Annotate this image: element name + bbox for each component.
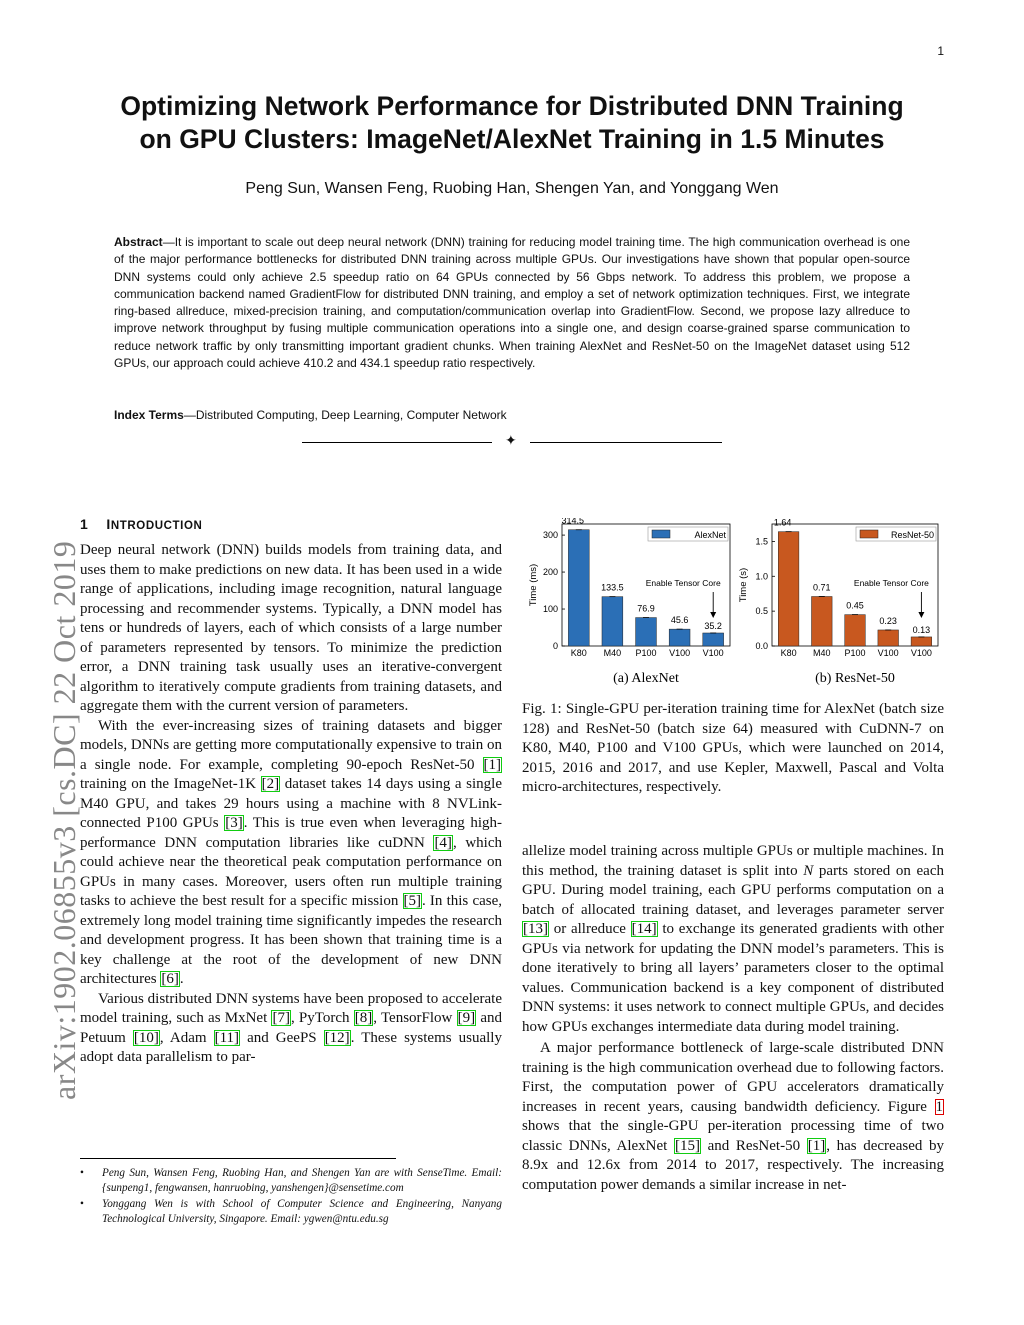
citation-link[interactable]: [2] (261, 776, 280, 792)
paper-title (60, 90, 964, 156)
citation-link[interactable]: [9] (457, 1010, 476, 1026)
alexnet-x-tick-label: V100 (702, 648, 724, 658)
section-heading (80, 516, 202, 532)
resnet-bar (778, 532, 799, 646)
resnet-bar (845, 615, 866, 646)
resnet-arrowhead-icon (918, 612, 924, 618)
citation-link[interactable]: [15] (674, 1137, 700, 1154)
text: parts stored on each GPU. During model training, each GPU performs computation on a batch of allocated training dataset, and leverages parameter server (522, 862, 944, 918)
divider-rule-right (530, 442, 722, 443)
resnet-value-label: 1.64 (773, 518, 792, 528)
resnet-bar (878, 630, 899, 646)
title-line-2: on GPU Clusters: ImageNet/AlexNet Training in 1.5 Minutes (139, 124, 885, 154)
alexnet-y-tick-label: 200 (542, 567, 558, 578)
resnet-y-tick-label: 1.5 (755, 536, 768, 547)
text: A major performance bottleneck of large-scale distributed DNN training is the high communication overhead due to following factors. First, the computation power of GPU accelerators dramatically increases in recent years, causing bandwidth deficiency. Figure (522, 1040, 944, 1115)
text: , which could achieve near the theoretical peak computation performance on GPUs in many cases. Moreover, users often run multiple training tasks to achieve the best result for a specific mission (80, 834, 502, 909)
index-terms-text: —Distributed Computing, Deep Learning, Computer Network (183, 408, 507, 422)
intro-paragraph-1: Deep neural network (DNN) builds models from training data, and uses them to make predictions on new data. It has been used in a wide range of applications, including image recognition, natural language processing and recommender systems. Typically, a DNN model has tens or hundreds of layers, each of which consists of a large number of parameters represented by tensors. To minimize the prediction error, a DNN training task usually uses an iterative-convergent algorithm to iteratively compute gradients from training datasets, and aggregate them with the current version of parameters. (80, 542, 502, 714)
citation-link[interactable]: [10] (133, 1029, 159, 1046)
resnet-value-label: 0.71 (813, 582, 831, 593)
alexnet-annotation: Enable Tensor Core (645, 578, 721, 588)
citation-link[interactable]: [7] (272, 1010, 290, 1026)
abstract-label: Abstract (114, 235, 163, 249)
resnet-value-label: 0.45 (846, 600, 864, 611)
resnet-x-tick-label: M40 (813, 648, 831, 658)
citation-link[interactable]: [6] (161, 971, 179, 987)
bullet-icon: • (80, 1198, 84, 1210)
alexnet-x-tick-label: V100 (669, 648, 691, 658)
divider-diamond-icon: ✦ (505, 434, 517, 449)
arxiv-stamp: arXiv:1902.06855v3 [cs.DC] 22 Oct 2019 (46, 540, 82, 1100)
text: . These systems usually adopt data parallelism to par- (80, 1029, 502, 1065)
alexnet-value-label: 133.5 (601, 582, 624, 593)
alexnet-value-label: 45.6 (670, 615, 689, 626)
citation-link[interactable]: [14] (631, 921, 657, 937)
text: or allreduce (549, 921, 631, 937)
alexnet-bar (669, 629, 690, 646)
right-paragraph-2 (522, 1039, 944, 1195)
text: , has decreased by 8.9x and 12.6x from 2014 to 2017, respectively. The increasing computation power demands a similar increase in net- (522, 1137, 945, 1193)
index-terms (114, 408, 910, 422)
section-title-initial: I (106, 516, 111, 532)
citation-link[interactable]: [3] (225, 815, 243, 831)
authors: Peng Sun, Wansen Feng, Ruobing Han, Shengen Yan, and Yonggang Wen (245, 180, 779, 197)
resnet-legend-label: ResNet-50 (890, 530, 934, 540)
footnote-text: Yonggang Wen is with School of Computer Science and Engineering, Nanyang Technological University, Singapore. Email: ygwen@ntu.edu.sg (102, 1198, 502, 1225)
citation-link[interactable]: [5] (403, 893, 421, 909)
citation-link[interactable]: [4] (434, 834, 452, 851)
intro-paragraph-2 (80, 717, 502, 990)
text: and Petuum (80, 1010, 502, 1046)
text: Various distributed DNN systems have been proposed to accelerate model training, such as MxNet (80, 990, 502, 1026)
alexnet-bar (602, 597, 623, 646)
text: allelize model training across multiple GPUs or multiple machines. In this method, the training dataset is split into (522, 843, 944, 879)
text: , PyTorch (290, 1010, 354, 1026)
abstract (114, 234, 910, 372)
index-terms-label: Index Terms (114, 408, 184, 422)
divider-rule-left (302, 442, 492, 443)
text: . In this case, extremely long model training time significantly impedes the research and development progress. It has been shown that training time is a key challenge at the root of the development of new DNN architectures (80, 893, 503, 987)
resnet-annotation: Enable Tensor Core (853, 578, 929, 588)
footnote-rule (80, 1158, 396, 1159)
alexnet-bar (703, 633, 724, 646)
citation-link[interactable]: [8] (354, 1010, 373, 1026)
alexnet-value-label: 314.5 (561, 518, 585, 526)
figure-1-charts (522, 518, 944, 694)
math-n: N (803, 862, 814, 879)
footnote-2 (80, 1197, 502, 1226)
text: and ResNet-50 (700, 1137, 807, 1154)
resnet-legend-swatch (860, 530, 878, 538)
alexnet-bar (568, 530, 589, 646)
alexnet-legend-label: AlexNet (694, 530, 726, 540)
resnet-value-label: 0.23 (879, 615, 897, 626)
text: and GeePS (240, 1029, 324, 1046)
footnotes (80, 1166, 502, 1228)
text: With the ever-increasing sizes of training datasets and bigger models, DNNs are getting more computationally expensive to train on a single node. For example, completing 90-epoch ResNet-50 (80, 717, 502, 773)
alexnet-x-tick-label: P100 (635, 648, 657, 658)
resnet-x-tick-label: V100 (910, 648, 932, 658)
intro-paragraph-3 (80, 990, 502, 1068)
alexnet-y-tick-label: 100 (542, 604, 558, 615)
resnet-bar (812, 597, 833, 646)
text: to exchange its generated gradients with other GPUs via network for updating the DNN model’s parameters. This is done iteratively to bring all layers’ parameters closer to the optimal values. Communication backend is a key component of distributed DNN systems: it uses network to connect multiple GPUs, and decides how GPUs exchanges intermediate data during model training. (522, 921, 944, 1035)
section-title-rest: NTRODUCTION (110, 520, 203, 532)
alexnet-legend-swatch (652, 530, 670, 538)
text: dataset takes 14 days using a single M40 GPU, and takes 29 hours using a machine with 8 NVLink-connected P100 GPUs (80, 776, 502, 831)
left-column (80, 541, 502, 1068)
text: , Adam (159, 1029, 214, 1046)
resnet-bar (911, 637, 932, 646)
alexnet-x-tick-label: K80 (570, 648, 587, 658)
resnet-x-tick-label: V100 (877, 648, 899, 658)
text: training on the ImageNet-1K (80, 776, 261, 792)
footnote-1 (80, 1166, 502, 1195)
bullet-icon: • (80, 1167, 84, 1179)
citation-link[interactable]: [1] (483, 756, 501, 773)
alexnet-y-tick-label: 0 (552, 641, 558, 651)
resnet-y-tick-label: 1.0 (755, 571, 768, 582)
alexnet-subcaption: (a) AlexNet (613, 671, 679, 686)
alexnet-y-tick-label: 300 (542, 530, 558, 541)
citation-link[interactable]: [1] (807, 1137, 826, 1154)
right-paragraph-1 (522, 842, 944, 1037)
footnote-text: Peng Sun, Wansen Feng, Ruobing Han, and Shengen Yan are with SenseTime. Email: {sunpeng1, fengwansen, hanruobing, yanshengen}@sensetime.com (102, 1167, 502, 1194)
resnet-y-axis-label: Time (s) (738, 567, 749, 603)
citation-link[interactable]: [13] (523, 921, 548, 937)
resnet-value-label: 0.13 (912, 624, 931, 635)
alexnet-arrowhead-icon (710, 612, 716, 618)
resnet-y-tick-label: 0.5 (755, 606, 768, 617)
figure-caption: Fig. 1: Single-GPU per-iteration training time for AlexNet (batch size 128) and ResNet-50 (batch size 64) measured with CuDNN-7 on K80, M40, P100 and V100 GPUs, which were launched on 2014, 2015, 2016 and 2017, and use Kepler, Maxwell, Pascal and Volta micro-architectures, respectively. (522, 701, 944, 795)
alexnet-value-label: 35.2 (704, 620, 722, 631)
figure-reference-link[interactable]: 1 (935, 1098, 943, 1115)
abstract-text: —It is important to scale out deep neural network (DNN) training for reducing model training time. The high communication overhead is one of the major performance bottlenecks for distributed DNN training across multiple GPUs. Our investigations have shown that popular open-source DNN systems could only achieve 2.5 speedup ratio on 64 GPUs connected by 56 Gbps network. To address this problem, we propose a communication backend named GradientFlow for distributed DNN training, and employ a set of network optimization techniques. First, we integrate ring-based allreduce, mixed-precision training, and computation/communication overlap into GradientFlow. Second, we propose lazy allreduce to improve network throughput by fusing multiple communication operations into a single one, and design coarse-grained sparse communication to reduce network traffic by only transmitting important gradient chunks. When training AlexNet and ResNet-50 on the ImageNet dataset using 512 GPUs, our approach could achieve 410.2 and 434.1 speedup ratio respectively. (114, 235, 910, 371)
citation-link[interactable]: [12] (324, 1029, 350, 1046)
resnet-y-tick-label: 0.0 (755, 641, 768, 651)
alexnet-bar (636, 618, 657, 646)
resnet-x-tick-label: K80 (780, 648, 797, 658)
text: . This is true even when leveraging high-performance DNN computation libraries like cuDNN (80, 815, 502, 851)
text: , TensorFlow (373, 1010, 457, 1026)
alexnet-value-label: 76.9 (637, 603, 655, 614)
figure-1 (522, 518, 944, 694)
alexnet-x-tick-label: M40 (603, 648, 622, 658)
citation-link[interactable]: [11] (214, 1029, 240, 1046)
text: . (179, 971, 184, 987)
resnet-x-tick-label: P100 (844, 648, 866, 658)
text: shows that the single-GPU per-iteration processing time of two classic DNNs, AlexNet (522, 1118, 944, 1154)
alexnet-y-axis-label: Time (ms) (528, 563, 539, 607)
page-number: 1 (937, 44, 944, 58)
title-line-1: Optimizing Network Performance for Distributed DNN Training (120, 91, 904, 121)
section-number: 1 (80, 516, 89, 532)
right-column (522, 842, 944, 1195)
resnet-subcaption: (b) ResNet-50 (815, 671, 895, 686)
